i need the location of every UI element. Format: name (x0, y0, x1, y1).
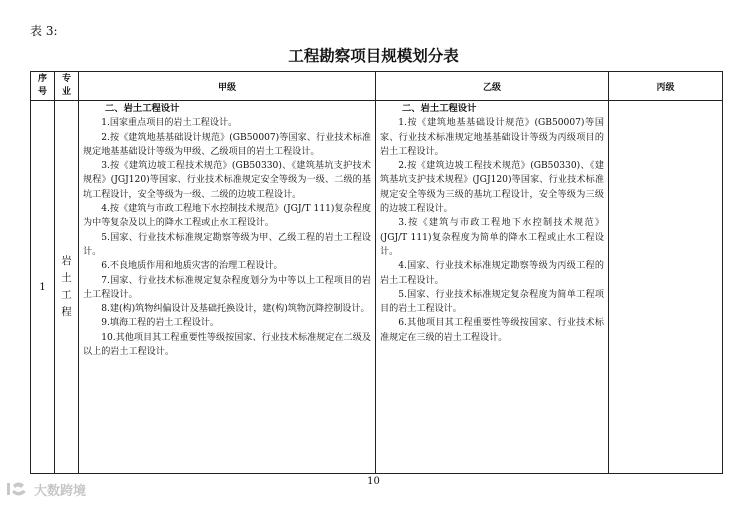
grade-a-item: 9.填海工程的岩土工程设计。 (101, 318, 219, 329)
grade-a-item: 1.国家重点项目的岩土工程设计。 (101, 118, 238, 129)
grade-b-item: 4.国家、行业技术标准规定勘察等级为丙级工程的岩土工程设计。 (380, 261, 604, 286)
grade-b-items (380, 116, 604, 345)
grade-a-cell (79, 101, 376, 474)
watermark-text: 大数跨境 (34, 484, 87, 499)
header-row (31, 72, 723, 101)
header-no: 序 号 (31, 72, 55, 101)
table-row (31, 101, 723, 474)
grade-b-item: 1.按《建筑地基基础设计规范》(GB50007)等国家、行业技术标准规定地基基础设计等级为丙级项目的岩土工程设计。 (380, 118, 604, 157)
grade-b-item: 5.国家、行业技术标准规定复杂程度为简单工程项目的岩土工程设计。 (380, 289, 604, 315)
grade-b-section-title: 二、岩土工程设计 (402, 103, 477, 114)
watermark (4, 480, 86, 499)
grade-b-cell (376, 101, 609, 474)
header-grade-a: 甲级 (79, 72, 376, 101)
grade-b-item: 2.按《建筑边坡工程技术规范》(GB50330)、《建筑基坑支护技术规程》(JGJ120)等国家、行业技术标准规定安全等级为三级的基坑工程设计，安全等级为三级的边坡工程设计。 (380, 161, 604, 215)
grade-a-item: 3.按《建筑边坡工程技术规范》(GB50330)、《建筑基坑支护技术规程》(JGJ120)等国家、行业技术标准规定安全等级为一级、二级的基坑工程设计，安全等级为一级、二级的边坡工程设计。 (83, 161, 371, 200)
table-label: 表 3: (30, 24, 58, 38)
row-major-text: 岩 土 工 程 (61, 255, 72, 318)
grade-a-items (83, 116, 371, 359)
page-title: 工程勘察项目规模划分表 (288, 47, 459, 65)
grade-a-item: 10.其他项目其工程重要性等级按国家、行业技术标准规定在二级及以上的岩土工程设计。 (83, 332, 371, 358)
grade-a-item: 8.建(构)筑物纠偏设计及基础托换设计，建(构)筑物沉降控制设计。 (101, 304, 370, 315)
page-number: 10 (367, 476, 380, 487)
grade-a-item: 2.按《建筑地基基础设计规范》(GB50007)等国家、行业技术标准规定地基基础设计等级为甲级、乙级项目的岩土工程设计。 (83, 132, 371, 157)
row-number: 1 (31, 101, 55, 474)
header-major: 专 业 (55, 72, 79, 101)
grade-a-item: 4.按《建筑与市政工程地下水控制技术规范》(JGJ/T 111)复杂程度为中等复杂及以上的降水工程或止水工程设计。 (83, 204, 371, 229)
header-grade-b: 乙级 (376, 72, 609, 101)
watermark-logo-icon (4, 481, 30, 499)
header-grade-c: 丙级 (609, 72, 723, 101)
grade-a-section-title: 二、岩土工程设计 (105, 103, 180, 114)
scale-table (30, 71, 723, 474)
grade-a-item: 5.国家、行业技术标准规定勘察等级为甲、乙级工程的岩土工程设计。 (83, 232, 371, 257)
grade-a-item: 6.不良地质作用和地质灾害的治理工程设计。 (101, 261, 283, 272)
grade-b-item: 6.其他项目其工程重要性等级按国家、行业技术标准规定在三级的岩土工程设计。 (380, 318, 604, 343)
grade-c-cell (609, 101, 723, 474)
grade-a-item: 7.国家、行业技术标准规定复杂程度划分为中等以上工程项目的岩土工程设计。 (83, 275, 371, 300)
grade-b-item: 3.按《建筑与市政工程地下水控制技术规范》(JGJ/T 111)复杂程度为简单的降水工程或止水工程设计。 (380, 218, 604, 257)
row-major (55, 101, 79, 474)
